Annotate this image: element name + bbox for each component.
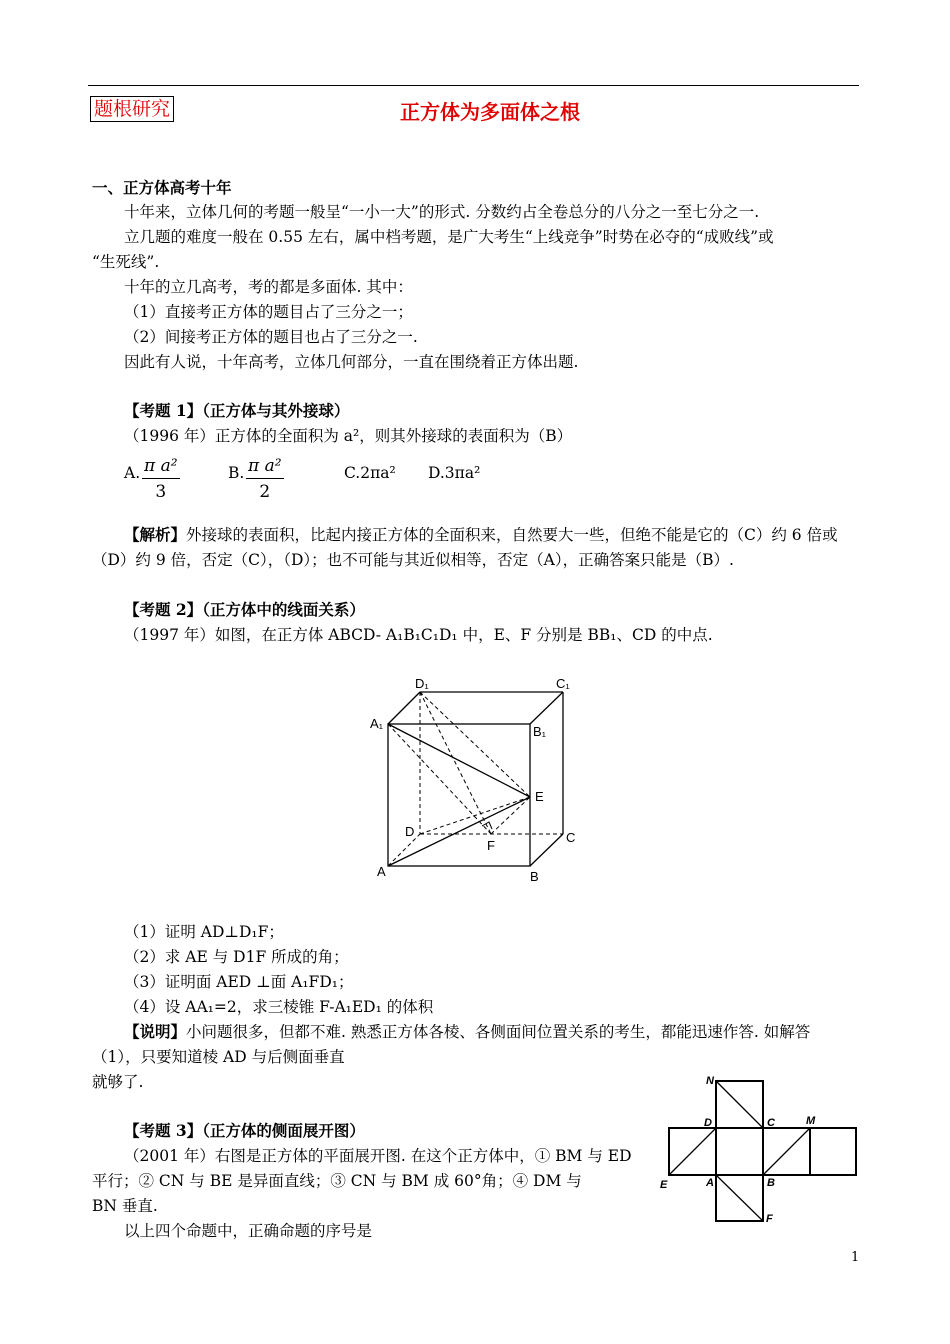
q2-subquestion-2: （2）求 AE 与 D1F 所成的角； [124,948,349,966]
q3-heading: 【考题 3】（正方体的侧面展开图） [124,1121,365,1140]
hidden-line-d1e [420,692,530,797]
net-line-af [716,1175,763,1221]
q1-analysis-line2: （D）约 9 倍，否定（C），（D）；也不可能与其近似相等，否定（A），正确答案只能是（B）. [92,551,734,569]
line-a1e [388,724,530,797]
q3-line4: 以上四个命题中，正确命题的序号是 [124,1222,373,1240]
cube-edge-b1c1 [530,692,563,724]
label-c: C [566,830,576,845]
hidden-line-a1f [388,724,491,834]
net-line-bm [763,1128,810,1175]
q1-option-a-fraction [142,456,180,502]
q2-note-label: 【说明】 [124,1022,187,1041]
net-line-ed [669,1128,716,1175]
header-rule [88,85,859,86]
label-a1: A₁ [370,716,384,731]
q2-subquestion-1: （1）证明 AD⊥D₁F； [124,923,284,941]
q3-line3: BN 垂直. [92,1197,158,1215]
section1-p5: （2）间接考正方体的题目也占了三分之一. [124,328,418,346]
q2-heading: 【考题 2】（正方体中的线面关系） [124,600,365,619]
section1-heading: 一、正方体高考十年 [92,178,232,197]
net-label-c: C [767,1117,775,1129]
hidden-line-de [420,797,530,834]
q2-note-line3: 就够了. [92,1073,144,1091]
net-label-b: B [767,1177,775,1189]
label-b: B [530,869,539,884]
q1-analysis-text-a: 外接球的表面积，比起内接正方体的全面积来，自然要大一些，但绝不能是它的（C）约 6 倍或 [186,526,838,544]
q2-note-line2: （1），只要知道棱 AD 与后侧面垂直 [92,1048,345,1066]
q1-option-b-numerator: π a² [246,456,284,479]
page-title: 正方体为多面体之根 [400,100,580,124]
cube-edge-bc [530,834,563,866]
net-square-far-right [810,1128,856,1175]
label-d1: D₁ [415,676,429,691]
q1-heading: 【考题 1】（正方体与其外接球） [124,401,350,420]
q1-option-b-denominator: 2 [259,482,271,502]
q1-option-a-denominator: 3 [155,482,167,502]
q1-option-c: C.2πa² [344,464,396,482]
label-d: D [405,824,415,839]
q2-note-text-a: 小问题很多，但都不难. 熟悉正方体各棱、各侧面间位置关系的考生，都能迅速作答. 如解答 [186,1023,811,1041]
q2-stem: （1997 年）如图，在正方体 ABCD- A₁B₁C₁D₁ 中，E、F 分别是 BB₁、CD 的中点. [124,626,713,644]
net-label-f: F [766,1213,773,1225]
cube-edge-a1d1 [388,692,420,724]
label-b1: B₁ [533,724,547,739]
label-e: E [535,789,544,804]
net-label-a: A [706,1177,714,1189]
q2-subquestion-3: （3）证明面 AED ⊥面 A₁FD₁； [124,973,354,991]
hidden-edge-ad [388,834,420,866]
section1-p1: 十年来，立体几何的考题一般呈“一小一大”的形式. 分数约占全卷总分的八分之一至七分之一. [124,203,760,221]
q1-stem: （1996 年）正方体的全面积为 a²，则其外接球的表面积为（B） [124,427,573,445]
q1-option-b-label: B. [228,464,245,482]
net-line-nc [716,1081,763,1128]
section1-p2a: 立几题的难度一般在 0.55 左右，属中档考题，是广大考生“上线竞争”时势在必夺的“成败线”或 [124,228,774,246]
section1-p4: （1）直接考正方体的题目占了三分之一； [124,303,413,321]
section1-p3: 十年的立几高考，考的都是多面体. 其中： [124,278,413,296]
hidden-line-d1f [420,692,491,834]
net-label-d: D [704,1117,712,1129]
label-a: A [377,864,386,879]
net-label-e: E [660,1179,668,1191]
label-c1: C₁ [556,676,570,691]
net-square-center [716,1128,763,1175]
page-number: 1 [851,1250,860,1265]
q3-line1: （2001 年）右图是正方体的平面展开图. 在这个正方体中，① BM 与 ED [124,1147,632,1165]
section-tag: 题根研究 [90,96,174,122]
q1-option-a-label: A. [124,464,141,482]
label-f: F [487,838,495,853]
q1-option-b-fraction [246,456,284,502]
q2-subquestion-4: （4）设 AA₁=2，求三棱锥 F-A₁ED₁ 的体积 [124,998,434,1016]
q1-analysis-label: 【解析】 [124,525,187,544]
q1-analysis-line1 [124,523,838,545]
section1-p2b: “生死线”. [92,253,160,271]
q1-option-a-numerator: π a² [142,456,180,479]
cube-figure [365,668,585,888]
hidden-line-fe [491,797,530,834]
q3-line2: 平行；② CN 与 BE 是异面直线；③ CN 与 BM 成 60°角；④ DM 与 [92,1172,582,1190]
net-label-m: M [806,1115,816,1127]
q1-option-d: D.3πa² [428,464,481,482]
q2-note-line1 [124,1020,810,1042]
section1-p6: 因此有人说，十年高考，立体几何部分，一直在围绕着正方体出题. [124,353,579,371]
net-label-n: N [706,1075,714,1087]
cube-net-figure [655,1070,860,1230]
